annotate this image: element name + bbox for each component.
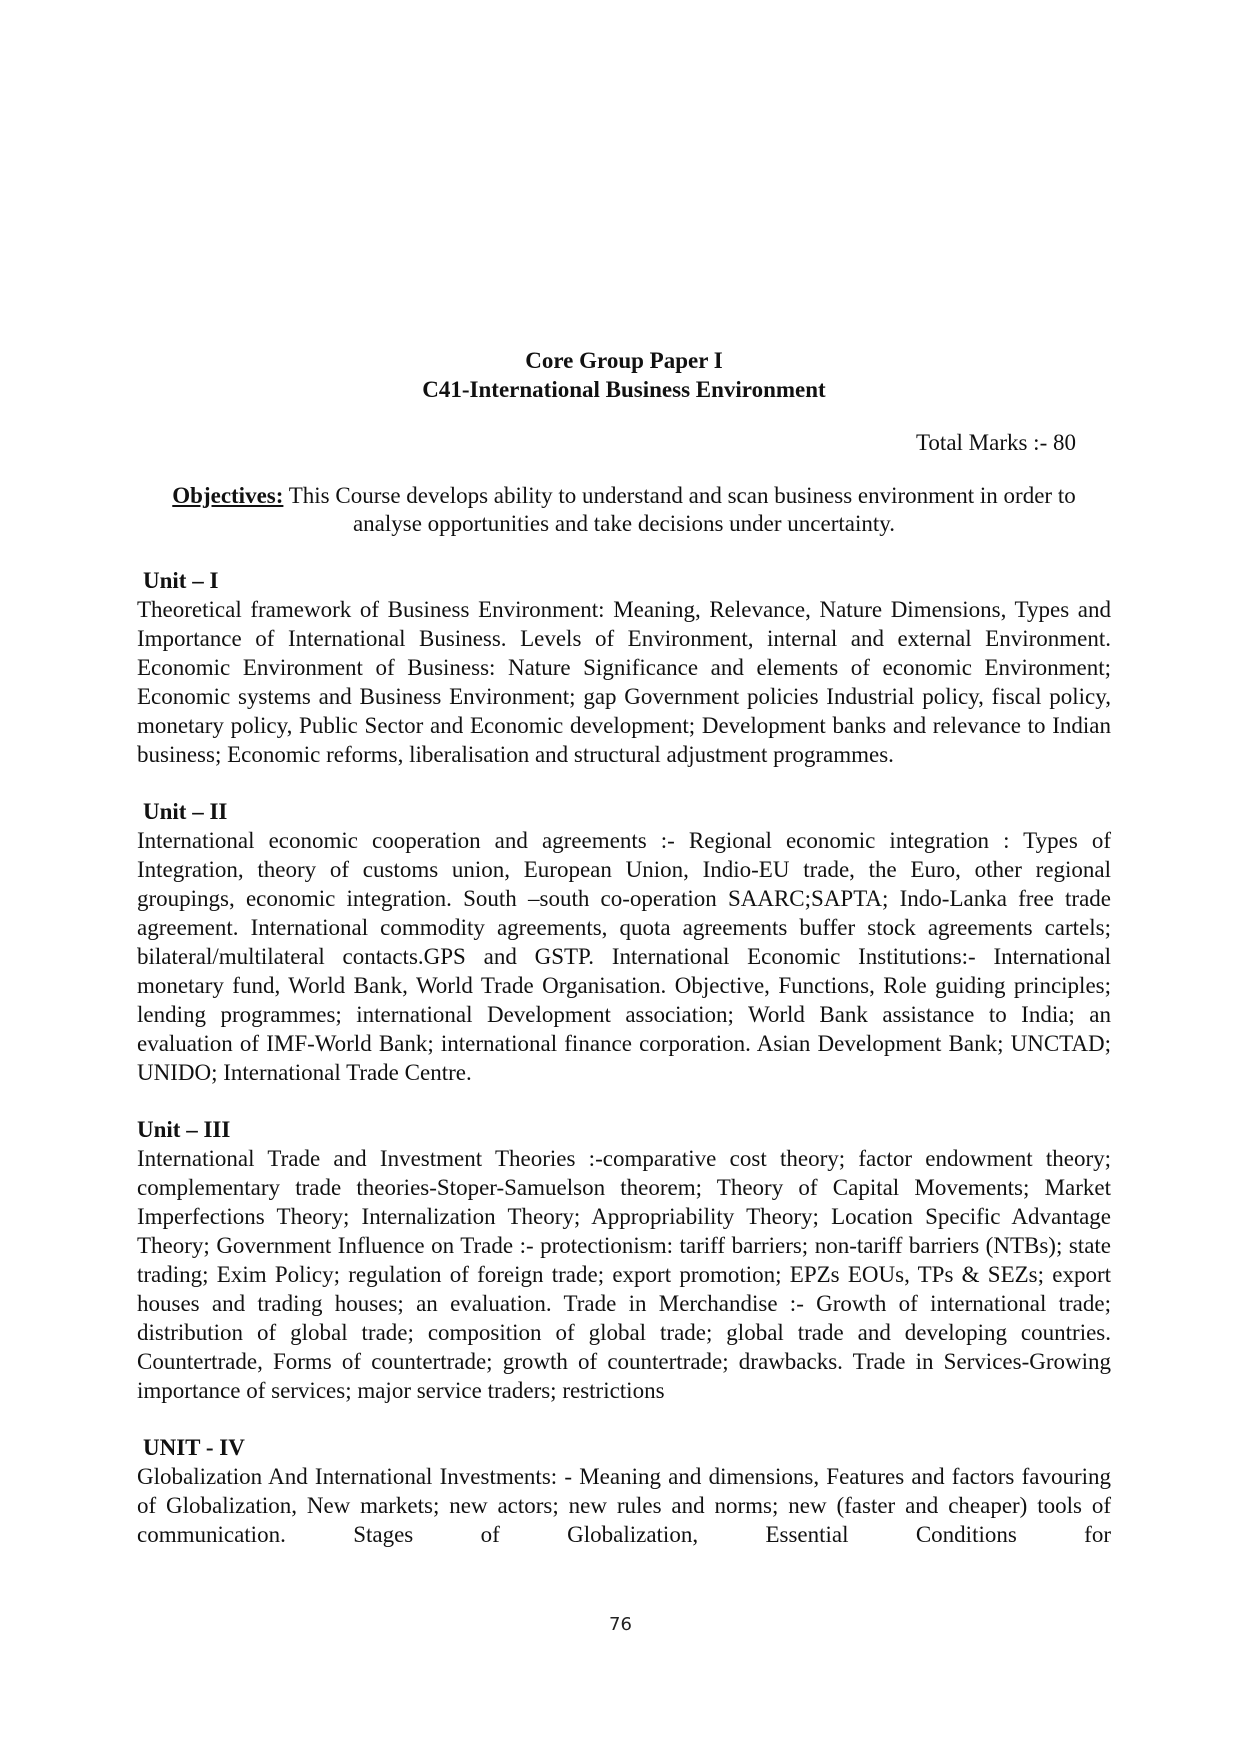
unit-heading: UNIT - IV — [143, 1435, 245, 1460]
objectives — [137, 482, 1111, 538]
unit-heading: Unit – III — [137, 1117, 231, 1142]
unit-heading: Unit – II — [143, 799, 228, 824]
total-marks: Total Marks :- 80 — [915, 430, 1076, 455]
title-block — [137, 346, 1111, 404]
course-title: C41-International Business Environment — [422, 377, 826, 402]
objectives-text: This Course develops ability to understand and scan business environment in order to analyse opportunities and take decisions under uncertainty. — [283, 483, 1076, 536]
objectives-label: Objectives: — [172, 483, 284, 508]
unit-text: International Trade and Investment Theories :-comparative cost theory; factor endowment theory; complementary trade theories-Stoper-Samuelson theorem; Theory of Capital Movements; Market Imperfections Theory; Internalization Theory; Appropriability Theory; Location Specific Advantage Theory; Government Influence on Trade :- protectionism: tariff barriers; non-tariff barriers (NTBs); state trading; Exim Policy; regulation of foreign trade; export promotion; EPZs EOUs, TPs & SEZs; export houses and trading houses; an evaluation. Trade in Merchandise :- Growth of international trade; distribution of global trade; composition of global trade; global trade and developing countries. Countertrade, Forms of countertrade; growth of countertrade; drawbacks. Trade in Services-Growing importance of services; major service traders; restrictions — [137, 1146, 1111, 1403]
unit-1 — [137, 566, 1111, 769]
unit-text: Theoretical framework of Business Environment: Meaning, Relevance, Nature Dimensions, Types and Importance of International Business. Levels of Environment, internal and external Environment. Economic Environment of Business: Nature Significance and elements of economic Environment; Economic systems and Business Environment; gap Government policies Industrial policy, fiscal policy, monetary policy, Public Sector and Economic development; Development banks and relevance to Indian business; Economic reforms, liberalisation and structural adjustment programmes. — [137, 597, 1111, 767]
unit-heading: Unit – I — [143, 568, 219, 593]
unit-text: Globalization And International Investments: - Meaning and dimensions, Features and factors favouring of Globalization, New markets; new actors; new rules and norms; new (faster and cheaper) tools of communication. Stages of Globalization, Essential Conditions for — [137, 1464, 1111, 1547]
document-page — [137, 346, 1111, 1549]
unit-4 — [137, 1433, 1111, 1549]
page-number: 76 — [609, 1614, 632, 1635]
unit-2 — [137, 797, 1111, 1087]
unit-3 — [137, 1115, 1111, 1405]
paper-group-title: Core Group Paper I — [525, 348, 723, 373]
unit-text: International economic cooperation and agreements :- Regional economic integration : Types of Integration, theory of customs union, European Union, Indio-EU trade, the Euro, other regional groupings, economic integration. South –south co-operation SAARC;SAPTA; Indo-Lanka free trade agreement. International commodity agreements, quota agreements buffer stock agreements cartels; bilateral/multilateral contacts.GPS and GSTP. International Economic Institutions:- International monetary fund, World Bank, World Trade Organisation. Objective, Functions, Role guiding principles; lending programmes; international Development association; World Bank assistance to India; an evaluation of IMF-World Bank; international finance corporation. Asian Development Bank; UNCTAD; UNIDO; International Trade Centre. — [137, 828, 1111, 1085]
